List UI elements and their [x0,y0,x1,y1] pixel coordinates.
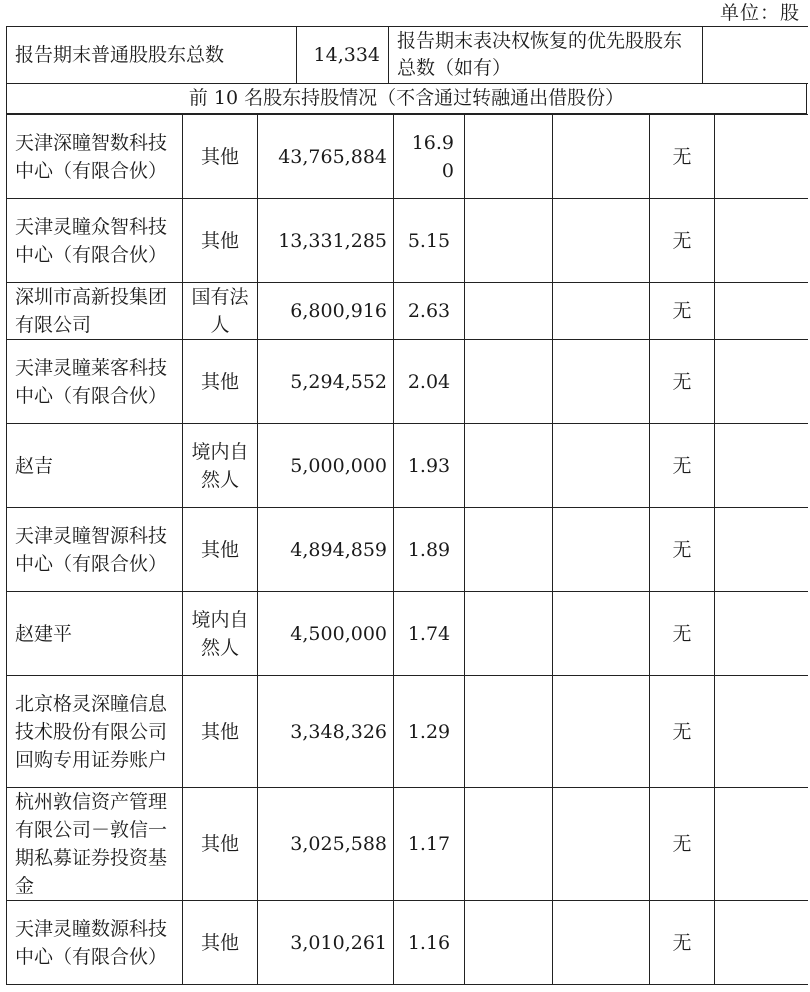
holder-pledge-status [553,508,650,592]
holder-type: 其他 [183,788,258,901]
holder-pledge: 无 [650,508,715,592]
holder-row [7,340,808,424]
holder-row [7,199,808,283]
holder-percent: 1.29 [394,676,465,788]
holder-restricted-shares [465,340,553,424]
holder-pledge-status [553,788,650,901]
holder-pledge-status [553,283,650,340]
holder-name: 天津深瞳智数科技中心（有限合伙） [7,115,183,199]
holder-shares: 3,025,588 [258,788,394,901]
holder-pledge: 无 [650,676,715,788]
holder-shares: 13,331,285 [258,199,394,283]
holder-percent: 1.93 [394,424,465,508]
holder-percent: 1.16 [394,901,465,985]
holder-name: 杭州敦信资产管理有限公司－敦信一期私募证券投资基金 [7,788,183,901]
holder-row [7,283,808,340]
holder-name: 天津灵瞳智源科技中心（有限合伙） [7,508,183,592]
holder-shares: 3,348,326 [258,676,394,788]
holder-row [7,788,808,901]
holder-name: 赵吉 [7,424,183,508]
holder-pledge-quantity [715,424,808,508]
holder-pledge-quantity [715,283,808,340]
holder-pledge: 无 [650,283,715,340]
holder-type: 国有法人 [183,283,258,340]
holder-pledge-quantity [715,340,808,424]
holder-shares: 3,010,261 [258,901,394,985]
holder-row [7,676,808,788]
holder-restricted-shares [465,676,553,788]
holder-pledge-quantity [715,508,808,592]
holder-row [7,592,808,676]
holder-pledge-status [553,115,650,199]
holder-row [7,508,808,592]
summary-row [7,27,808,84]
holder-type: 其他 [183,115,258,199]
holder-pledge-quantity [715,115,808,199]
holder-name: 天津灵瞳莱客科技中心（有限合伙） [7,340,183,424]
common-holders-value: 14,334 [297,27,389,84]
holder-pledge-quantity [715,592,808,676]
holder-shares: 4,894,859 [258,508,394,592]
holder-pledge-status [553,901,650,985]
holder-row [7,115,808,199]
common-holders-label: 报告期末普通股股东总数 [7,27,297,84]
holder-percent: 1.89 [394,508,465,592]
holder-type: 境内自然人 [183,592,258,676]
holder-pledge: 无 [650,788,715,901]
holder-pledge: 无 [650,340,715,424]
holder-name: 深圳市高新投集团有限公司 [7,283,183,340]
holder-restricted-shares [465,283,553,340]
holder-percent: 2.04 [394,340,465,424]
holder-restricted-shares [465,788,553,901]
shareholder-summary-table [6,26,808,84]
section-title: 前 10 名股东持股情况（不含通过转融通出借股份） [6,84,807,114]
holder-percent: 5.15 [394,199,465,283]
holder-name: 天津灵瞳众智科技中心（有限合伙） [7,199,183,283]
holder-pledge: 无 [650,901,715,985]
holder-name: 天津灵瞳数源科技中心（有限合伙） [7,901,183,985]
holder-pledge-quantity [715,676,808,788]
holder-shares: 5,294,552 [258,340,394,424]
holder-shares: 6,800,916 [258,283,394,340]
holder-pledge: 无 [650,115,715,199]
holder-pledge-quantity [715,788,808,901]
holder-pledge-status [553,424,650,508]
holder-shares: 5,000,000 [258,424,394,508]
holder-restricted-shares [465,901,553,985]
holder-percent: 1.74 [394,592,465,676]
holder-pledge-status [553,592,650,676]
holder-pledge: 无 [650,199,715,283]
holder-percent: 2.63 [394,283,465,340]
holder-name: 赵建平 [7,592,183,676]
holder-shares: 43,765,884 [258,115,394,199]
preferred-holders-value [703,27,808,84]
holder-restricted-shares [465,508,553,592]
holder-restricted-shares [465,115,553,199]
holder-percent: 1.17 [394,788,465,901]
holder-type: 其他 [183,901,258,985]
holder-pledge: 无 [650,424,715,508]
holder-type: 境内自然人 [183,424,258,508]
holder-type: 其他 [183,676,258,788]
holder-percent: 16.90 [394,115,465,199]
holder-shares: 4,500,000 [258,592,394,676]
holder-type: 其他 [183,508,258,592]
holder-restricted-shares [465,592,553,676]
holder-row [7,424,808,508]
holder-type: 其他 [183,199,258,283]
holder-pledge-status [553,199,650,283]
holder-row [7,901,808,985]
holder-pledge-quantity [715,199,808,283]
top-holders-table [6,114,808,985]
holder-pledge-status [553,340,650,424]
preferred-holders-label: 报告期末表决权恢复的优先股股东总数（如有） [389,27,703,84]
holder-restricted-shares [465,424,553,508]
holder-pledge-status [553,676,650,788]
holder-type: 其他 [183,340,258,424]
holder-restricted-shares [465,199,553,283]
holder-pledge: 无 [650,592,715,676]
holder-pledge-quantity [715,901,808,985]
unit-label: 单位：股 [719,2,800,24]
holder-name: 北京格灵深瞳信息技术股份有限公司回购专用证券账户 [7,676,183,788]
